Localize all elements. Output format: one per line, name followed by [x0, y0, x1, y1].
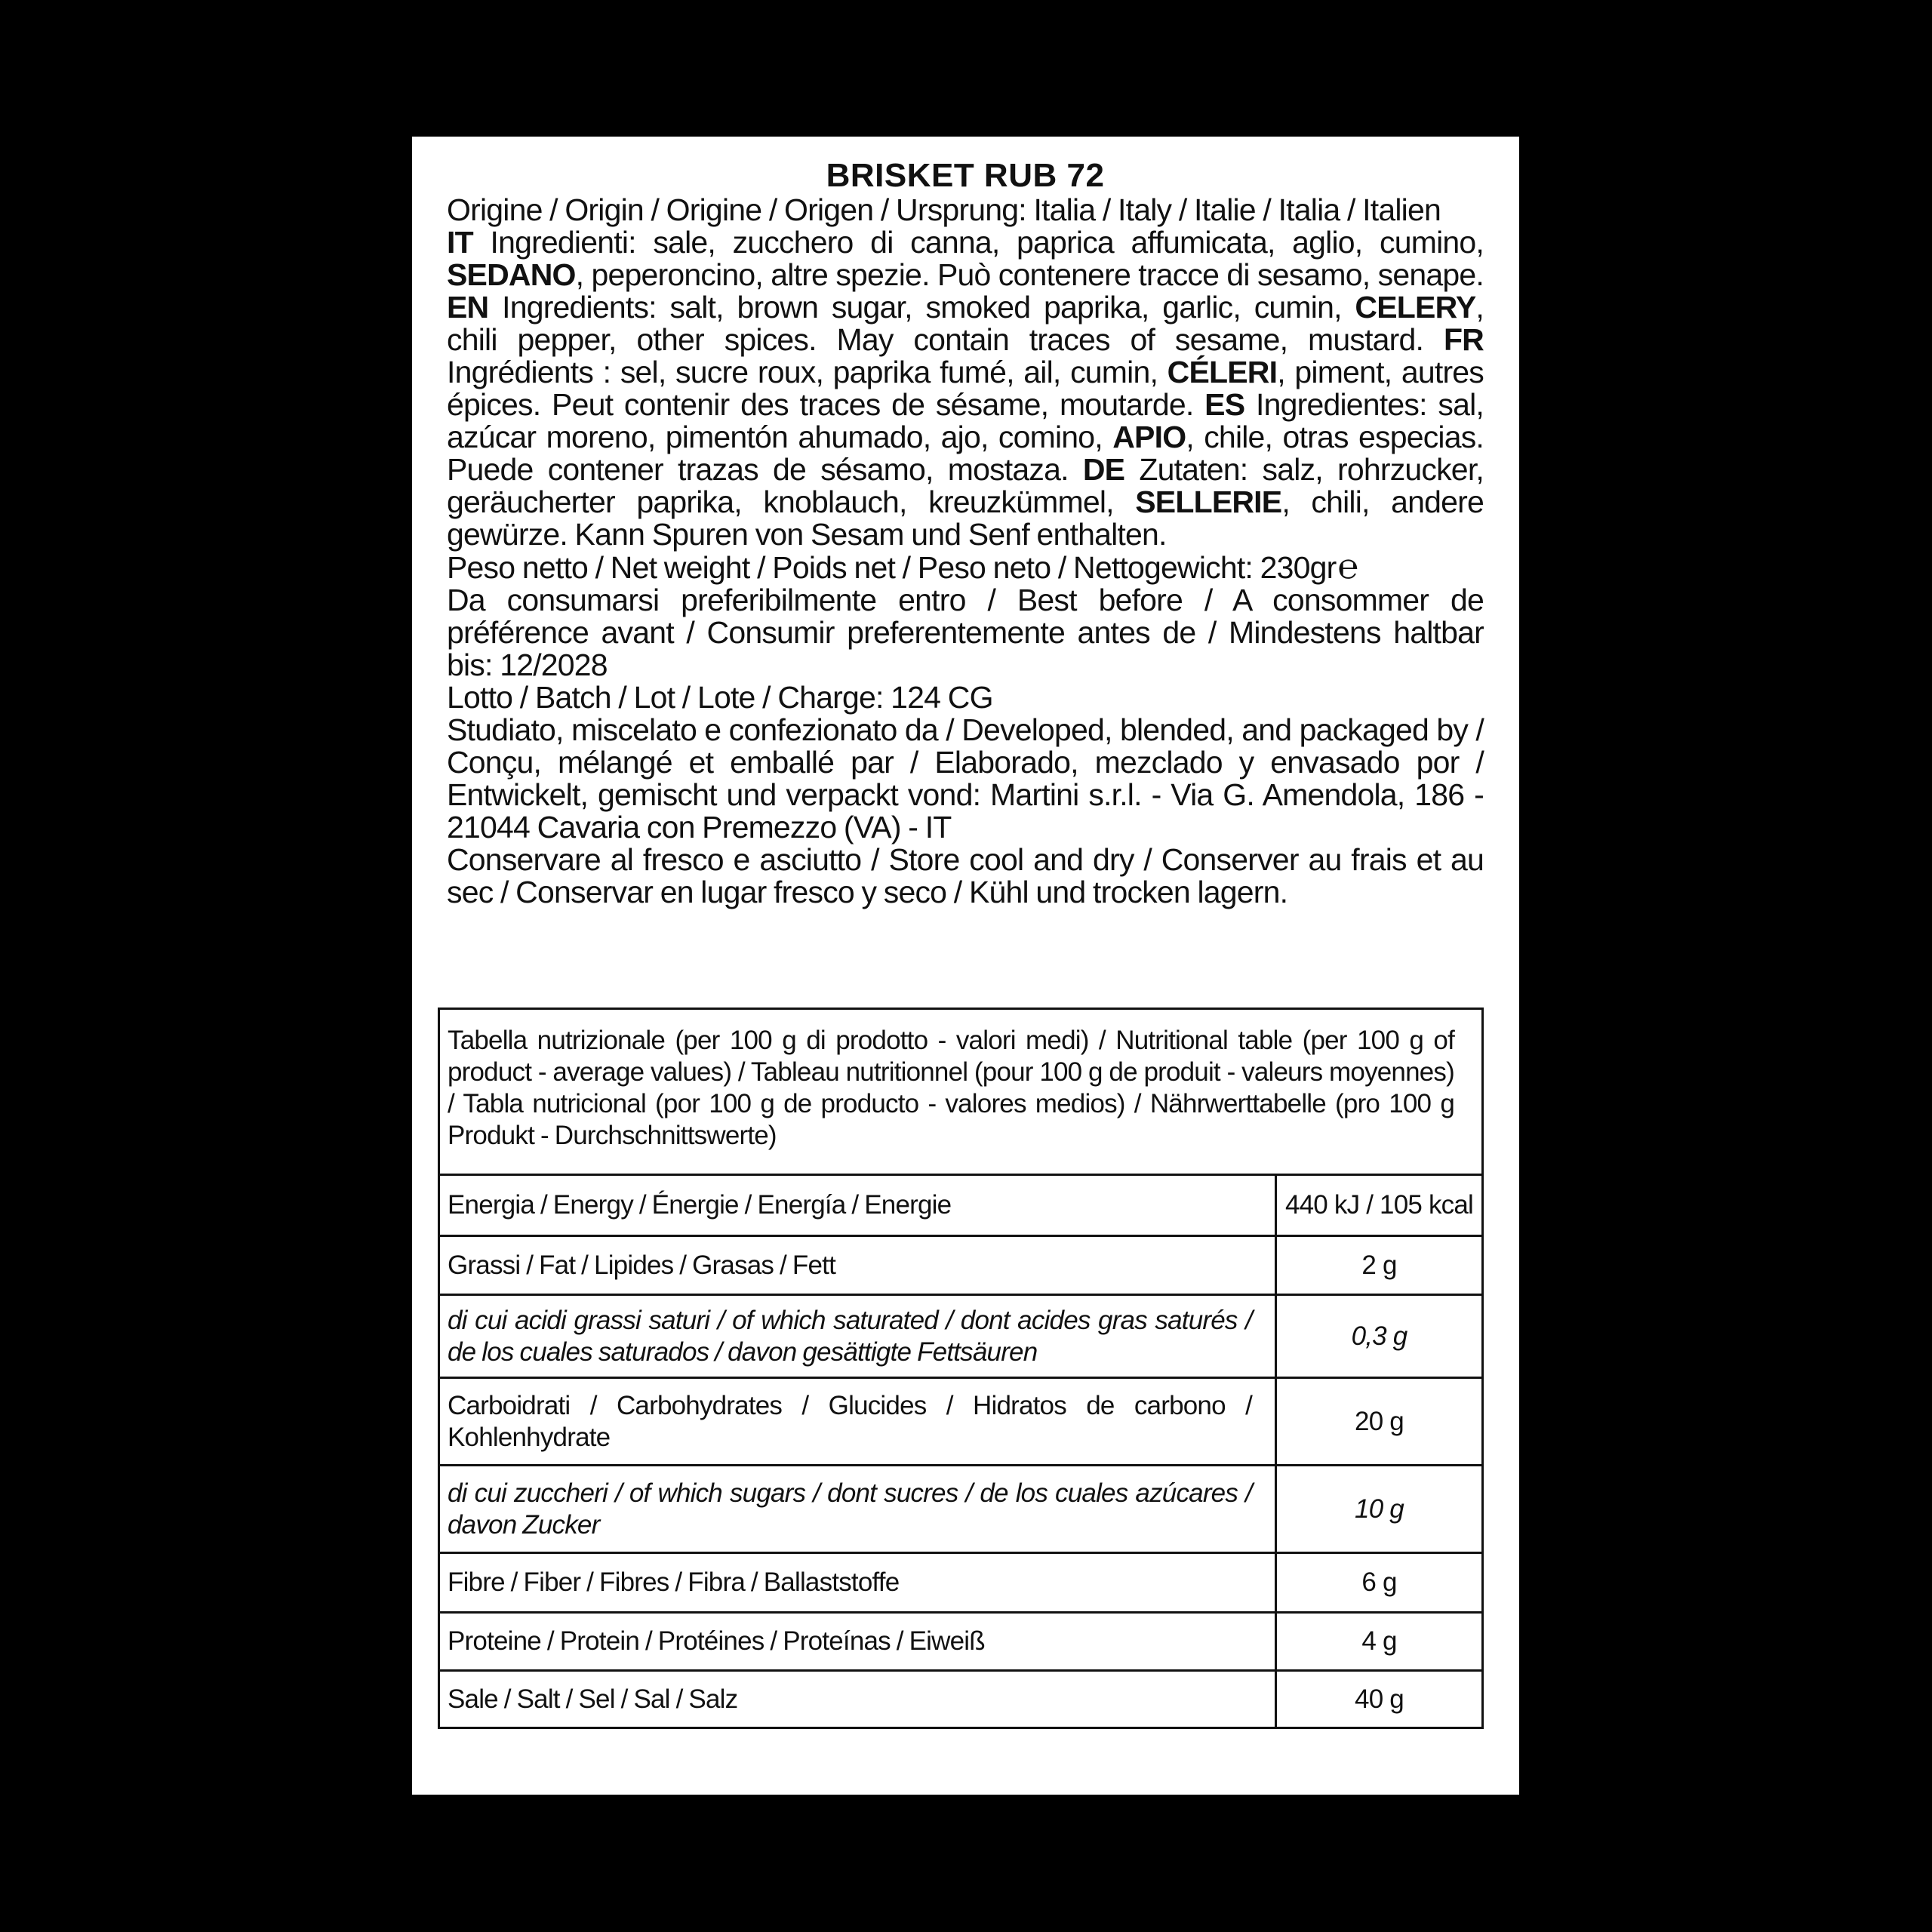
- table-row-energy: [440, 1176, 1481, 1237]
- nutrient-name: [440, 1237, 1277, 1294]
- lang-code-en: EN: [447, 290, 489, 325]
- product-title: BRISKET RUB 72: [826, 157, 1105, 194]
- ingredients-es-part1: Ingredientes: sal, azúcar moreno, pimentón ahumado, ajo, comino,: [447, 387, 1484, 454]
- nutrient-name: [440, 1466, 1277, 1552]
- nutrient-name: [440, 1554, 1277, 1611]
- table-row-fiber: [440, 1554, 1481, 1614]
- net-weight-text: Peso netto / Net weight / Poids net / Peso neto / Nettogewicht: 230gr: [447, 550, 1337, 585]
- product-label: [412, 137, 1519, 1795]
- label-text-block: [447, 159, 1484, 909]
- nutrient-value: 6 g: [1361, 1567, 1397, 1597]
- table-row-protein: [440, 1614, 1481, 1672]
- nutrient-name-text: Proteine / Protein / Protéines / Proteínas / Eiweiß: [448, 1626, 985, 1656]
- nutrient-name-text: di cui acidi grassi saturi / of which saturated / dont acides gras saturés / de los cuales saturados / davon gesättigte Fettsäuren: [448, 1305, 1252, 1367]
- table-row-carbohydrates: [440, 1379, 1481, 1466]
- nutrient-value: 440 kJ / 105 kcal: [1284, 1190, 1474, 1220]
- origin-line: Origine / Origin / Origine / Origen / Ursprung: Italia / Italy / Italie / Italia / Italien: [447, 192, 1441, 227]
- ingredients-es-part2: , chile, otras especias. Puede contener trazas de sésamo, mostaza.: [447, 420, 1484, 487]
- lang-code-it: IT: [447, 225, 473, 260]
- allergen-en: CELERY: [1355, 290, 1476, 325]
- ingredients-en-part1: Ingredients: salt, brown sugar, smoked paprika, garlic, cumin,: [488, 290, 1355, 325]
- batch-line: Lotto / Batch / Lot / Lote / Charge: 124 CG: [447, 680, 993, 715]
- estimate-sign-icon: ℮: [1337, 546, 1358, 586]
- storage-line: Conservare al fresco e asciutto / Store cool and dry / Conserver au frais et au sec / Conservar en lugar fresco y seco / Kühl und trocken lagern.: [447, 842, 1484, 909]
- nutrient-name-text: Carboidrati / Carbohydrates / Glucides / Hidratos de carbono / Kohlenhydrate: [448, 1390, 1252, 1452]
- allergen-es: APIO: [1112, 420, 1186, 454]
- table-row-salt: [440, 1672, 1481, 1727]
- best-before-line: Da consumarsi preferibilmente entro / Best before / A consommer de préférence avant / Consumir preferentemente antes de / Mindestens haltbar bis: 12/2028: [447, 583, 1484, 682]
- nutrient-name-text: Sale / Salt / Sel / Sal / Salz: [448, 1684, 738, 1714]
- nutrient-name-text: Energia / Energy / Énergie / Energía / Energie: [448, 1190, 952, 1220]
- lang-code-es: ES: [1204, 387, 1245, 422]
- nutrient-name: [440, 1672, 1277, 1727]
- nutrition-table: [438, 1008, 1484, 1729]
- nutrient-value: 20 g: [1355, 1406, 1404, 1436]
- nutrient-name: [440, 1614, 1277, 1669]
- lang-code-de: DE: [1082, 452, 1125, 487]
- nutrient-value: 2 g: [1361, 1250, 1397, 1280]
- ingredients-it-part1: Ingredienti: sale, zucchero di canna, paprica affumicata, aglio, cumino,: [472, 225, 1484, 260]
- ingredients-paragraph: [447, 226, 1484, 551]
- nutrient-value: 10 g: [1355, 1494, 1404, 1524]
- ingredients-en-part2: , chili pepper, other spices. May contain traces of sesame, mustard.: [447, 290, 1484, 357]
- nutrient-value: 0,3 g: [1351, 1321, 1407, 1351]
- nutrient-name-text: Grassi / Fat / Lipides / Grasas / Fett: [448, 1250, 835, 1280]
- table-row-fat: [440, 1237, 1481, 1296]
- ingredients-de-part1: Zutaten: salz, rohrzucker, geräucherter paprika, knoblauch, kreuzkümmel,: [447, 452, 1484, 519]
- nutrient-value: 4 g: [1361, 1626, 1397, 1656]
- table-row-saturated: [440, 1296, 1481, 1379]
- nutrient-name: [440, 1176, 1277, 1235]
- allergen-it: SEDANO: [447, 257, 576, 292]
- lang-code-fr: FR: [1443, 322, 1484, 357]
- nutrition-table-header: Tabella nutrizionale (per 100 g di prodotto - valori medi) / Nutritional table (per 100 g of product - average values) / Tableau nutritionnel (pour 100 g de produit - valeurs moyennes) / Tabla nutricional (por 100 g de producto - valores medios) / Nährwerttabelle (pro 100 g Produkt - Durchschnittswerte): [440, 1010, 1481, 1176]
- net-weight-line: [447, 546, 1484, 586]
- ingredients-fr-part2: , piment, autres épices. Peut contenir des traces de sésame, moutarde.: [447, 355, 1484, 422]
- producer-line: Studiato, miscelato e confezionato da / Developed, blended, and packaged by / Conçu, mélangé et emballé par / Elaborado, mezclado y envasado por / Entwickelt, gemischt und verpackt vond: Martini s.r.l. - Via G. Amendola, 186 - 21044 Cavaria con Premezzo (VA) - IT: [447, 712, 1484, 844]
- table-row-sugars: [440, 1466, 1481, 1554]
- allergen-fr: CÉLERI: [1167, 355, 1278, 389]
- nutrient-name: [440, 1379, 1277, 1464]
- nutrient-value: 40 g: [1355, 1684, 1404, 1714]
- ingredients-de-part2: , chili, andere gewürze. Kann Spuren von Sesam und Senf enthalten.: [447, 485, 1484, 552]
- ingredients-fr-part1: Ingrédients : sel, sucre roux, paprika fumé, ail, cumin,: [447, 355, 1168, 389]
- allergen-de: SELLERIE: [1135, 485, 1282, 519]
- nutrient-name: [440, 1296, 1277, 1377]
- nutrient-name-text: Fibre / Fiber / Fibres / Fibra / Ballaststoffe: [448, 1567, 900, 1597]
- ingredients-it-part2: , peperoncino, altre spezie. Può contenere tracce di sesamo, senape.: [575, 257, 1484, 292]
- nutrient-name-text: di cui zuccheri / of which sugars / dont sucres / de los cuales azúcares / davon Zucker: [448, 1478, 1252, 1540]
- label-body: [447, 194, 1484, 909]
